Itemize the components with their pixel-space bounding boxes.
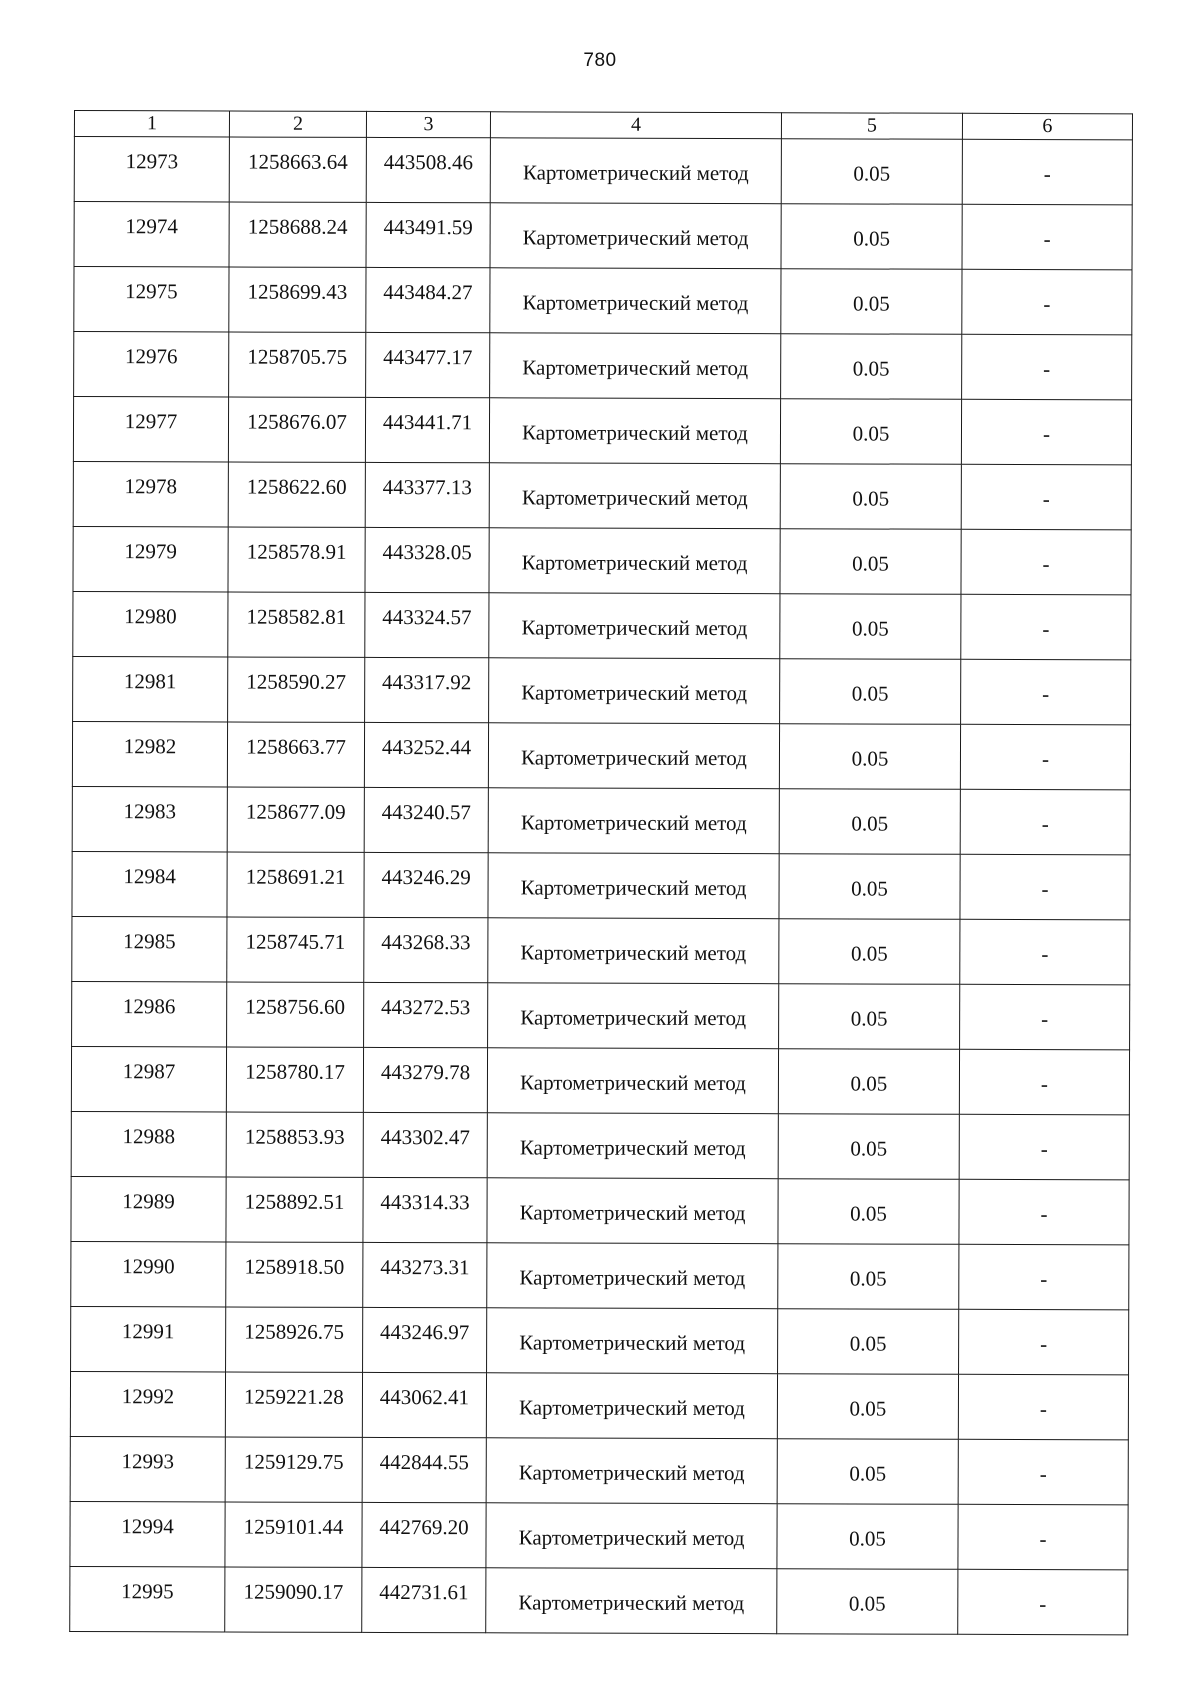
y-coordinate-cell: 443246.29 [364, 852, 488, 917]
error-cell: 0.05 [781, 269, 962, 335]
note-cell: - [961, 529, 1131, 595]
note-cell: - [961, 659, 1131, 725]
x-coordinate-cell: 1258853.93 [226, 1112, 363, 1177]
x-coordinate-cell: 1258663.77 [227, 722, 364, 787]
x-coordinate-cell: 1258582.81 [228, 592, 365, 657]
method-cell: Картометрический метод [487, 1243, 778, 1309]
x-coordinate-cell: 1258663.64 [229, 137, 366, 202]
y-coordinate-cell: 443491.59 [366, 202, 490, 267]
y-coordinate-cell: 443441.71 [365, 397, 489, 462]
note-cell: - [958, 1569, 1128, 1635]
y-coordinate-cell: 443062.41 [362, 1372, 486, 1437]
note-cell: - [961, 464, 1131, 530]
method-cell: Картометрический метод [488, 983, 779, 1049]
error-cell: 0.05 [777, 1439, 958, 1505]
x-coordinate-cell: 1258780.17 [226, 1047, 363, 1112]
method-cell: Картометрический метод [486, 1373, 777, 1439]
method-cell: Картометрический метод [489, 528, 780, 594]
table-row [72, 786, 1130, 854]
x-coordinate-cell: 1258578.91 [228, 527, 365, 592]
x-coordinate-cell: 1259129.75 [225, 1437, 362, 1502]
y-coordinate-cell: 443272.53 [364, 982, 488, 1047]
method-cell: Картометрический метод [488, 918, 779, 984]
table-row [72, 916, 1130, 984]
table-row [72, 981, 1130, 1049]
table-row [73, 461, 1131, 529]
point-number-cell: 12980 [73, 591, 228, 656]
y-coordinate-cell: 443240.57 [364, 787, 488, 852]
method-cell: Картометрический метод [488, 788, 779, 854]
error-cell: 0.05 [778, 1179, 959, 1245]
y-coordinate-cell: 443328.05 [365, 527, 489, 592]
y-coordinate-cell: 443508.46 [366, 137, 490, 202]
note-cell: - [962, 269, 1132, 335]
table-row [72, 721, 1130, 789]
column-header-5: 5 [781, 113, 962, 140]
y-coordinate-cell: 443477.17 [366, 332, 490, 397]
method-cell: Картометрический метод [486, 1438, 777, 1504]
point-number-cell: 12984 [72, 851, 227, 916]
table-row [70, 1566, 1128, 1634]
column-header-3: 3 [366, 111, 490, 137]
table-header [74, 111, 1132, 140]
y-coordinate-cell: 443484.27 [366, 267, 490, 332]
point-number-cell: 12995 [70, 1566, 225, 1631]
note-cell: - [958, 1504, 1128, 1570]
method-cell: Картометрический метод [488, 853, 779, 919]
y-coordinate-cell: 443268.33 [364, 917, 488, 982]
error-cell: 0.05 [778, 1049, 959, 1115]
table-row [74, 267, 1132, 335]
point-number-cell: 12979 [73, 526, 228, 591]
y-coordinate-cell: 443302.47 [363, 1112, 487, 1177]
table-body [70, 137, 1133, 1635]
note-cell: - [959, 1179, 1129, 1245]
error-cell: 0.05 [780, 659, 961, 725]
y-coordinate-cell: 442769.20 [362, 1502, 486, 1567]
error-cell: 0.05 [778, 1309, 959, 1375]
table-row [70, 1371, 1128, 1439]
error-cell: 0.05 [778, 1244, 959, 1310]
error-cell: 0.05 [777, 1569, 958, 1635]
point-number-cell: 12991 [71, 1306, 226, 1371]
note-cell: - [958, 1374, 1128, 1440]
point-number-cell: 12983 [72, 786, 227, 851]
table-row [74, 202, 1132, 270]
method-cell: Картометрический метод [487, 1048, 778, 1114]
method-cell: Картометрический метод [486, 1568, 777, 1634]
table-row [71, 1111, 1129, 1179]
note-cell: - [960, 789, 1130, 855]
point-number-cell: 12976 [74, 332, 229, 397]
y-coordinate-cell: 443273.31 [363, 1242, 487, 1307]
table-row [70, 1501, 1128, 1569]
point-number-cell: 12990 [71, 1241, 226, 1306]
error-cell: 0.05 [781, 139, 962, 205]
point-number-cell: 12987 [71, 1046, 226, 1111]
method-cell: Картометрический метод [487, 1178, 778, 1244]
point-number-cell: 12992 [70, 1371, 225, 1436]
column-header-1: 1 [74, 111, 229, 137]
y-coordinate-cell: 443314.33 [363, 1177, 487, 1242]
error-cell: 0.05 [780, 529, 961, 595]
note-cell: - [959, 1114, 1129, 1180]
method-cell: Картометрический метод [489, 658, 780, 724]
x-coordinate-cell: 1258705.75 [229, 332, 366, 397]
note-cell: - [959, 1309, 1129, 1375]
point-number-cell: 12975 [74, 267, 229, 332]
table-row [73, 397, 1131, 465]
note-cell: - [962, 334, 1132, 400]
method-cell: Картометрический метод [489, 593, 780, 659]
method-cell: Картометрический метод [490, 333, 781, 399]
point-number-cell: 12994 [70, 1501, 225, 1566]
point-number-cell: 12982 [72, 721, 227, 786]
method-cell: Картометрический метод [490, 203, 781, 269]
x-coordinate-cell: 1258691.21 [227, 852, 364, 917]
x-coordinate-cell: 1258699.43 [229, 267, 366, 332]
coordinates-table [69, 110, 1133, 1635]
method-cell: Картометрический метод [489, 398, 780, 464]
y-coordinate-cell: 443279.78 [363, 1047, 487, 1112]
error-cell: 0.05 [779, 984, 960, 1050]
method-cell: Картометрический метод [489, 463, 780, 529]
point-number-cell: 12981 [73, 656, 228, 721]
point-number-cell: 12993 [70, 1436, 225, 1501]
note-cell: - [960, 919, 1130, 985]
y-coordinate-cell: 443246.97 [363, 1307, 487, 1372]
error-cell: 0.05 [777, 1504, 958, 1570]
error-cell: 0.05 [779, 724, 960, 790]
method-cell: Картометрический метод [487, 1308, 778, 1374]
table-row [72, 851, 1130, 919]
error-cell: 0.05 [777, 1374, 958, 1440]
x-coordinate-cell: 1258745.71 [227, 917, 364, 982]
error-cell: 0.05 [779, 854, 960, 920]
table-row [71, 1176, 1129, 1244]
note-cell: - [959, 1244, 1129, 1310]
table-row [70, 1436, 1128, 1504]
error-cell: 0.05 [780, 594, 961, 660]
y-coordinate-cell: 442731.61 [362, 1567, 486, 1632]
x-coordinate-cell: 1259101.44 [225, 1502, 362, 1567]
point-number-cell: 12989 [71, 1176, 226, 1241]
header-row [74, 111, 1132, 140]
y-coordinate-cell: 443252.44 [364, 722, 488, 787]
y-coordinate-cell: 443317.92 [365, 657, 489, 722]
error-cell: 0.05 [779, 919, 960, 985]
note-cell: - [958, 1439, 1128, 1505]
x-coordinate-cell: 1258926.75 [226, 1307, 363, 1372]
y-coordinate-cell: 442844.55 [362, 1437, 486, 1502]
x-coordinate-cell: 1258918.50 [226, 1242, 363, 1307]
note-cell: - [960, 984, 1130, 1050]
x-coordinate-cell: 1258892.51 [226, 1177, 363, 1242]
error-cell: 0.05 [781, 334, 962, 400]
column-header-6: 6 [962, 113, 1132, 140]
x-coordinate-cell: 1258677.09 [227, 787, 364, 852]
table-row [73, 591, 1131, 659]
x-coordinate-cell: 1258622.60 [228, 462, 365, 527]
point-number-cell: 12986 [72, 981, 227, 1046]
y-coordinate-cell: 443324.57 [365, 592, 489, 657]
point-number-cell: 12978 [73, 461, 228, 526]
method-cell: Картометрический метод [487, 1113, 778, 1179]
table-row [73, 656, 1131, 724]
column-header-2: 2 [229, 111, 366, 137]
point-number-cell: 12973 [74, 137, 229, 202]
point-number-cell: 12985 [72, 916, 227, 981]
error-cell: 0.05 [780, 464, 961, 530]
method-cell: Картометрический метод [490, 268, 781, 334]
table-row [71, 1241, 1129, 1309]
note-cell: - [961, 594, 1131, 660]
point-number-cell: 12974 [74, 202, 229, 267]
x-coordinate-cell: 1259090.17 [225, 1567, 362, 1632]
column-header-4: 4 [490, 112, 781, 139]
table-row [71, 1046, 1129, 1114]
table-row [74, 137, 1132, 205]
x-coordinate-cell: 1258688.24 [229, 202, 366, 267]
method-cell: Картометрический метод [486, 1503, 777, 1569]
note-cell: - [962, 204, 1132, 270]
table-row [74, 332, 1132, 400]
note-cell: - [959, 1049, 1129, 1115]
point-number-cell: 12977 [73, 397, 228, 462]
error-cell: 0.05 [779, 789, 960, 855]
error-cell: 0.05 [781, 204, 962, 270]
method-cell: Картометрический метод [490, 138, 781, 204]
x-coordinate-cell: 1258676.07 [228, 397, 365, 462]
y-coordinate-cell: 443377.13 [365, 462, 489, 527]
x-coordinate-cell: 1258756.60 [227, 982, 364, 1047]
table-row [73, 526, 1131, 594]
point-number-cell: 12988 [71, 1111, 226, 1176]
table-row [71, 1306, 1129, 1374]
x-coordinate-cell: 1258590.27 [228, 657, 365, 722]
error-cell: 0.05 [778, 1114, 959, 1180]
note-cell: - [962, 139, 1132, 205]
note-cell: - [960, 724, 1130, 790]
page-number: 780 [583, 50, 617, 71]
method-cell: Картометрический метод [488, 723, 779, 789]
note-cell: - [961, 399, 1131, 465]
note-cell: - [960, 854, 1130, 920]
error-cell: 0.05 [780, 399, 961, 465]
x-coordinate-cell: 1259221.28 [225, 1372, 362, 1437]
